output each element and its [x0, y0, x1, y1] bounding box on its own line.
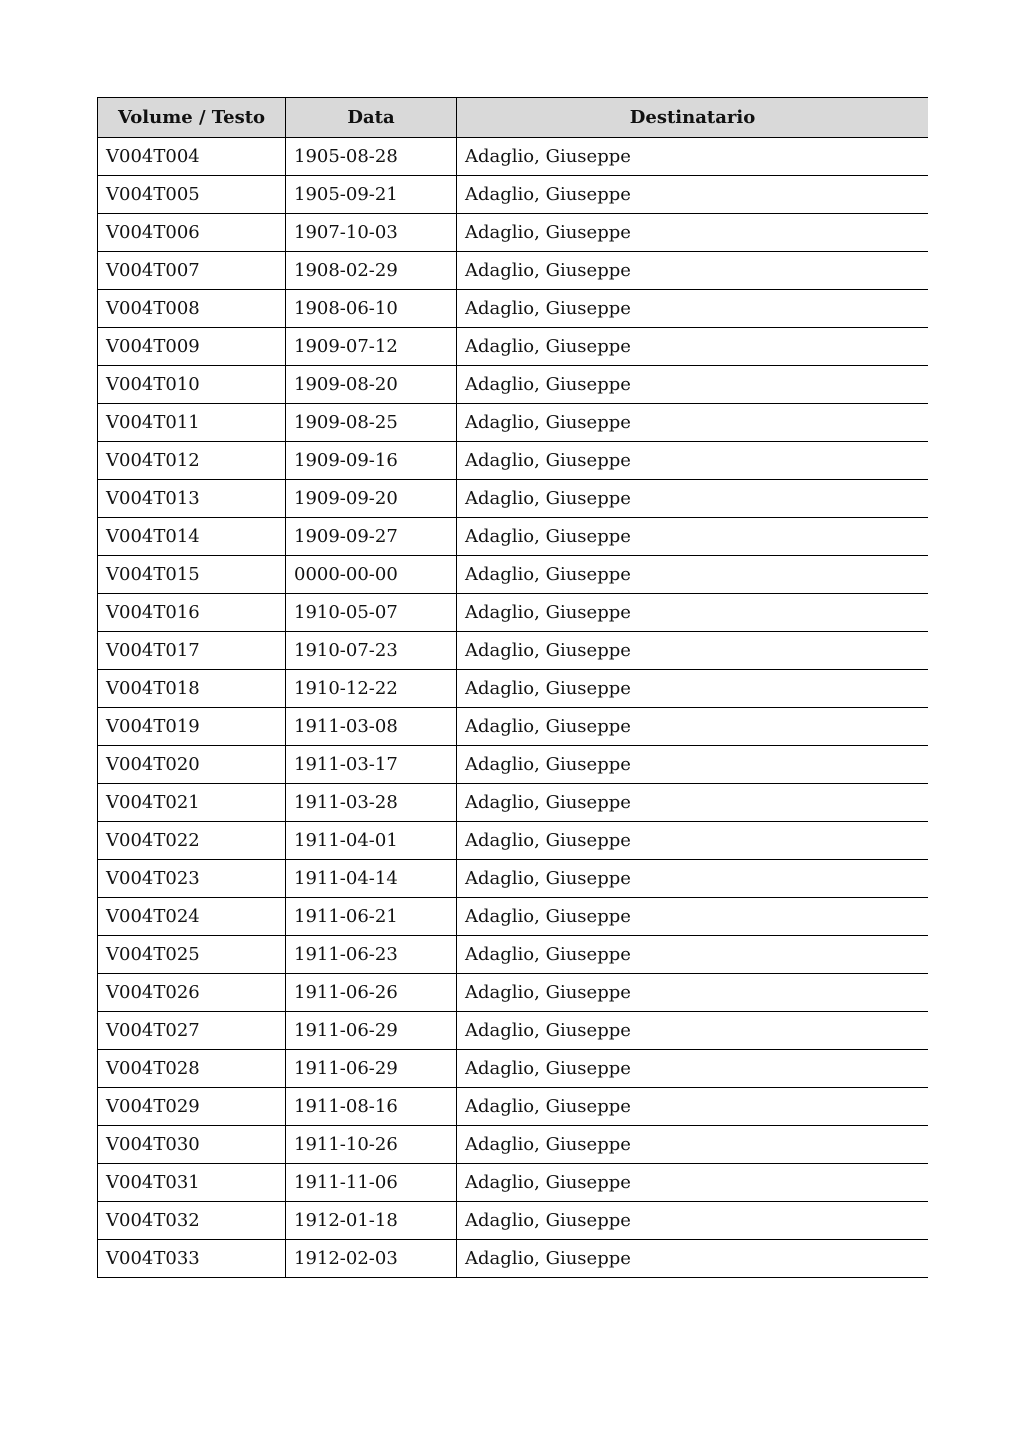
table-row [98, 632, 929, 670]
data-cell: 1910-07-23 [286, 632, 457, 670]
destinatario-cell: Adaglio, Giuseppe [457, 860, 929, 898]
destinatario-cell: Adaglio, Giuseppe [457, 1240, 929, 1278]
destinatario-cell: Adaglio, Giuseppe [457, 1126, 929, 1164]
destinatario-cell: Adaglio, Giuseppe [457, 1012, 929, 1050]
letters-table-container [97, 97, 928, 1312]
table-row [98, 1088, 929, 1126]
destinatario-cell: Adaglio, Giuseppe [457, 632, 929, 670]
volume-testo-cell: V004T021 [98, 784, 286, 822]
data-cell: 1905-08-28 [286, 138, 457, 176]
table-row [98, 822, 929, 860]
destinatario-cell: Adaglio, Giuseppe [457, 936, 929, 974]
table-row [98, 366, 929, 404]
header-row [98, 98, 929, 138]
volume-testo-cell: V004T032 [98, 1202, 286, 1240]
letters-table [97, 97, 928, 1278]
table-body [98, 138, 929, 1278]
table-row [98, 556, 929, 594]
data-cell: 1909-09-20 [286, 480, 457, 518]
destinatario-cell: Adaglio, Giuseppe [457, 1088, 929, 1126]
volume-testo-cell: V004T017 [98, 632, 286, 670]
table-row [98, 784, 929, 822]
destinatario-cell: Adaglio, Giuseppe [457, 556, 929, 594]
table-row [98, 252, 929, 290]
table-row [98, 936, 929, 974]
header-volume-testo: Volume / Testo [98, 98, 286, 138]
data-cell: 1912-01-18 [286, 1202, 457, 1240]
volume-testo-cell: V004T026 [98, 974, 286, 1012]
table-row [98, 1240, 929, 1278]
table-row [98, 974, 929, 1012]
data-cell: 1907-10-03 [286, 214, 457, 252]
table-header [98, 98, 929, 138]
data-cell: 1909-08-25 [286, 404, 457, 442]
data-cell: 1911-04-14 [286, 860, 457, 898]
data-cell: 1911-04-01 [286, 822, 457, 860]
table-row [98, 518, 929, 556]
table-row [98, 1012, 929, 1050]
data-cell: 1909-09-27 [286, 518, 457, 556]
volume-testo-cell: V004T008 [98, 290, 286, 328]
data-cell: 1911-03-17 [286, 746, 457, 784]
volume-testo-cell: V004T004 [98, 138, 286, 176]
volume-testo-cell: V004T031 [98, 1164, 286, 1202]
volume-testo-cell: V004T013 [98, 480, 286, 518]
volume-testo-cell: V004T028 [98, 1050, 286, 1088]
destinatario-cell: Adaglio, Giuseppe [457, 708, 929, 746]
data-cell: 1911-06-29 [286, 1012, 457, 1050]
table-row [98, 1126, 929, 1164]
volume-testo-cell: V004T029 [98, 1088, 286, 1126]
volume-testo-cell: V004T006 [98, 214, 286, 252]
volume-testo-cell: V004T033 [98, 1240, 286, 1278]
volume-testo-cell: V004T014 [98, 518, 286, 556]
destinatario-cell: Adaglio, Giuseppe [457, 518, 929, 556]
table-row [98, 708, 929, 746]
destinatario-cell: Adaglio, Giuseppe [457, 784, 929, 822]
data-cell: 1911-11-06 [286, 1164, 457, 1202]
table-row [98, 1164, 929, 1202]
destinatario-cell: Adaglio, Giuseppe [457, 974, 929, 1012]
table-row [98, 1202, 929, 1240]
destinatario-cell: Adaglio, Giuseppe [457, 138, 929, 176]
data-cell: 1912-02-03 [286, 1240, 457, 1278]
destinatario-cell: Adaglio, Giuseppe [457, 328, 929, 366]
volume-testo-cell: V004T005 [98, 176, 286, 214]
destinatario-cell: Adaglio, Giuseppe [457, 1202, 929, 1240]
volume-testo-cell: V004T022 [98, 822, 286, 860]
volume-testo-cell: V004T020 [98, 746, 286, 784]
table-row [98, 480, 929, 518]
table-row [98, 860, 929, 898]
destinatario-cell: Adaglio, Giuseppe [457, 290, 929, 328]
destinatario-cell: Adaglio, Giuseppe [457, 404, 929, 442]
data-cell: 1911-08-16 [286, 1088, 457, 1126]
data-cell: 1910-05-07 [286, 594, 457, 632]
volume-testo-cell: V004T011 [98, 404, 286, 442]
data-cell: 1911-06-21 [286, 898, 457, 936]
data-cell: 1911-03-28 [286, 784, 457, 822]
destinatario-cell: Adaglio, Giuseppe [457, 176, 929, 214]
table-row [98, 594, 929, 632]
destinatario-cell: Adaglio, Giuseppe [457, 746, 929, 784]
destinatario-cell: Adaglio, Giuseppe [457, 214, 929, 252]
volume-testo-cell: V004T019 [98, 708, 286, 746]
volume-testo-cell: V004T016 [98, 594, 286, 632]
data-cell: 1911-06-26 [286, 974, 457, 1012]
table-row [98, 404, 929, 442]
volume-testo-cell: V004T023 [98, 860, 286, 898]
table-row [98, 670, 929, 708]
data-cell: 0000-00-00 [286, 556, 457, 594]
data-cell: 1911-06-29 [286, 1050, 457, 1088]
table-row [98, 328, 929, 366]
destinatario-cell: Adaglio, Giuseppe [457, 1164, 929, 1202]
destinatario-cell: Adaglio, Giuseppe [457, 898, 929, 936]
table-row [98, 176, 929, 214]
table-row [98, 290, 929, 328]
destinatario-cell: Adaglio, Giuseppe [457, 252, 929, 290]
destinatario-cell: Adaglio, Giuseppe [457, 822, 929, 860]
data-cell: 1905-09-21 [286, 176, 457, 214]
destinatario-cell: Adaglio, Giuseppe [457, 442, 929, 480]
table-row [98, 1050, 929, 1088]
volume-testo-cell: V004T025 [98, 936, 286, 974]
table-row [98, 898, 929, 936]
volume-testo-cell: V004T030 [98, 1126, 286, 1164]
volume-testo-cell: V004T007 [98, 252, 286, 290]
data-cell: 1908-02-29 [286, 252, 457, 290]
data-cell: 1909-07-12 [286, 328, 457, 366]
volume-testo-cell: V004T024 [98, 898, 286, 936]
destinatario-cell: Adaglio, Giuseppe [457, 594, 929, 632]
data-cell: 1910-12-22 [286, 670, 457, 708]
volume-testo-cell: V004T009 [98, 328, 286, 366]
volume-testo-cell: V004T012 [98, 442, 286, 480]
data-cell: 1911-06-23 [286, 936, 457, 974]
table-row [98, 442, 929, 480]
data-cell: 1908-06-10 [286, 290, 457, 328]
data-cell: 1911-10-26 [286, 1126, 457, 1164]
header-destinatario: Destinatario [457, 98, 929, 138]
volume-testo-cell: V004T015 [98, 556, 286, 594]
data-cell: 1909-08-20 [286, 366, 457, 404]
destinatario-cell: Adaglio, Giuseppe [457, 670, 929, 708]
data-cell: 1909-09-16 [286, 442, 457, 480]
destinatario-cell: Adaglio, Giuseppe [457, 366, 929, 404]
volume-testo-cell: V004T018 [98, 670, 286, 708]
data-cell: 1911-03-08 [286, 708, 457, 746]
volume-testo-cell: V004T027 [98, 1012, 286, 1050]
header-data: Data [286, 98, 457, 138]
table-row [98, 214, 929, 252]
table-row [98, 746, 929, 784]
table-row [98, 138, 929, 176]
volume-testo-cell: V004T010 [98, 366, 286, 404]
destinatario-cell: Adaglio, Giuseppe [457, 480, 929, 518]
destinatario-cell: Adaglio, Giuseppe [457, 1050, 929, 1088]
